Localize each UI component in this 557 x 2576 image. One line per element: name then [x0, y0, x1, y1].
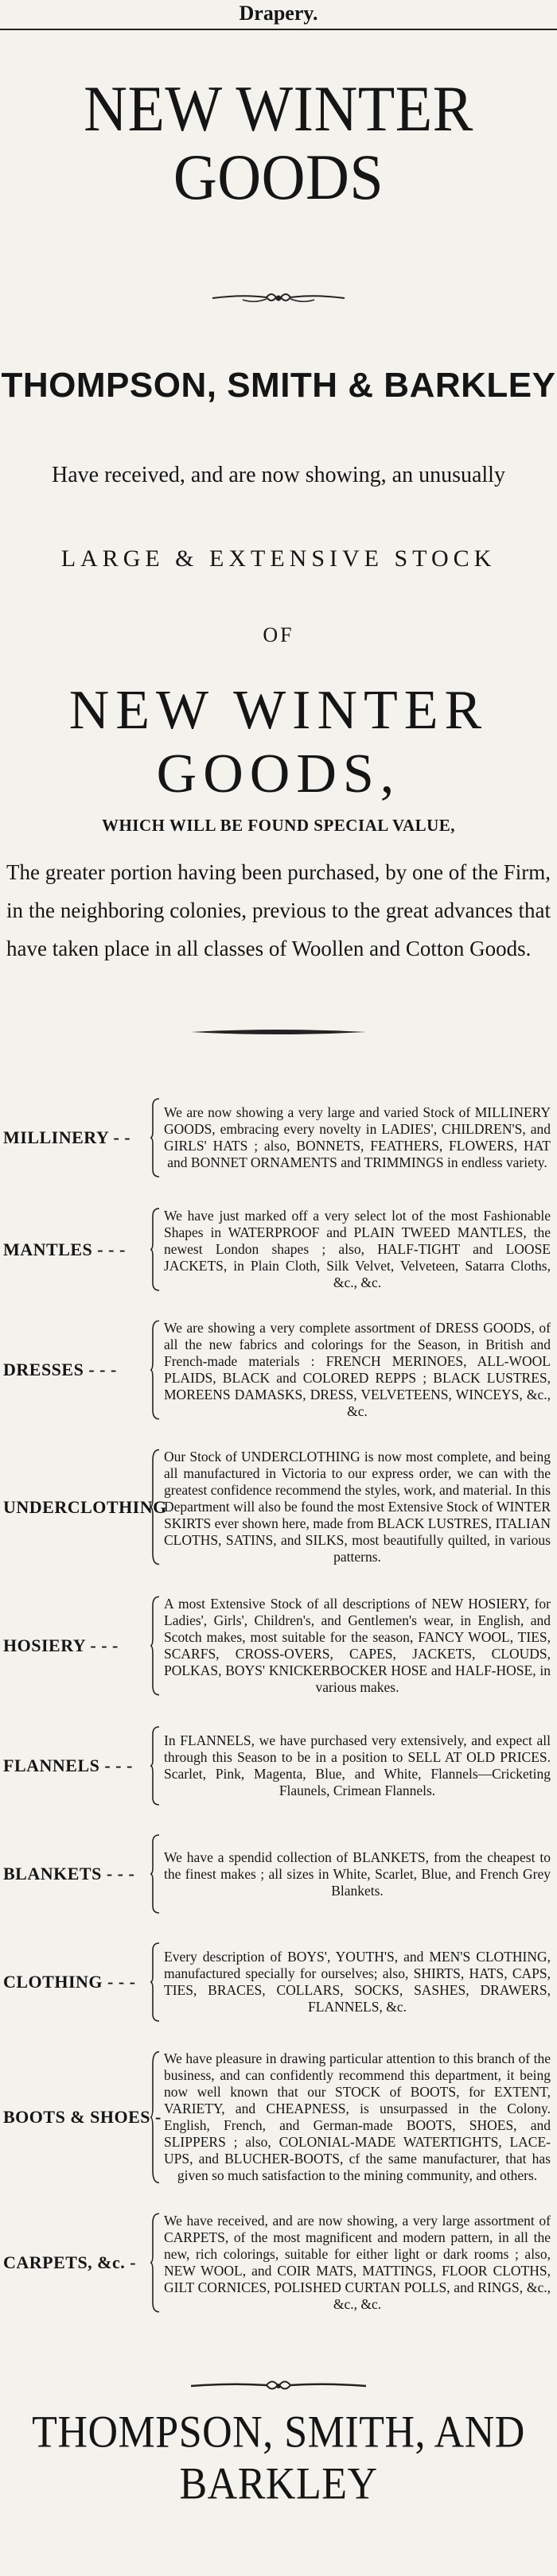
received-line: Have received, and are now showing, an unusually: [52, 463, 505, 487]
brace-icon: [150, 1942, 161, 2022]
department-label: DRESSES - - -: [3, 1360, 117, 1379]
department-item: [3, 2050, 551, 2184]
department-list: [0, 1098, 557, 2313]
department-item: [3, 1098, 551, 1177]
footer-ornament-icon: [191, 2376, 366, 2396]
department-label: MILLINERY - -: [3, 1127, 131, 1147]
department-description: We have a spendid collection of BLANKETS, from the cheapest to the finest makes ; all sizes in White, Scarlet, Blue, and French Grey Blankets.: [164, 1849, 551, 1899]
department-item: [3, 1320, 551, 1420]
brace-icon: [150, 1098, 161, 1177]
swell-rule: [0, 1026, 557, 1042]
department-item: [3, 1726, 551, 1806]
brace-icon: [150, 1449, 161, 1565]
ornament-icon: [211, 286, 346, 310]
brace-icon: [150, 1208, 161, 1291]
footer-ornament: [0, 2376, 557, 2400]
headline-secondary: NEW WINTER GOODS,: [68, 680, 489, 805]
department-label: MANTLES - - -: [3, 1239, 126, 1259]
department-label: FLANNELS - - -: [3, 1755, 133, 1775]
department-description: In FLANNELS, we have purchased very extensively, and expect all through this Season to be in a position to SELL AT OLD PRICES. Scarlet, Pink, Magenta, Blue, and White, Flannels—Cricketing Flaunels, Crimean Flannels.: [164, 1732, 551, 1798]
intro-paragraph: The greater portion having been purchased, by one of the Firm, in the neighboring colonies, previous to the great advances that have taken place in all classes of Woollen and Cotton Goods.: [6, 860, 551, 960]
department-item: [3, 1449, 551, 1565]
department-description: We are showing a very complete assortment of DRESS GOODS, of all the new fabrics and colorings for the Season, in British and French-made materials : FRENCH MERINOES, ALL-WOOL PLAIDS, BLACK and COLORED REPPS ; BLACK LUSTRES, MOREENS DAMASKS, DRESS, VELVETEENS, WINCEYS, &c., &c.: [164, 1320, 551, 1419]
department-item: [3, 2213, 551, 2313]
footer-firm-name: THOMPSON, SMITH, AND BARKLEY: [32, 2407, 525, 2509]
large-stock-line: LARGE & EXTENSIVE STOCK: [60, 545, 497, 572]
department-label: BOOTS & SHOES -: [3, 2107, 162, 2127]
section-label: Drapery.: [0, 0, 557, 30]
firm-name: THOMPSON, SMITH & BARKLEY: [1, 366, 556, 405]
department-item: [3, 1834, 551, 1914]
department-description: We have pleasure in drawing particular attention to this branch of the business, and can confidently recommend this department, it being now well known that our STOCK of BOOTS, for EXTENT, VARIETY, and CHEAPNESS, is unsurpassed in the Colony. English, French, and German-made BOOTS, SHOES, and SLIPPERS ; also, COLONIAL-MADE WATERTIGHTS, LACE-UPS, and BLUCHER-BOOTS, cf the same manufacturer, that has given so much satisfaction to the mining community, and others.: [164, 2050, 551, 2183]
brace-icon: [150, 2213, 161, 2313]
brace-icon: [150, 1320, 161, 1420]
department-item: [3, 1208, 551, 1291]
department-label: HOSIERY - - -: [3, 1635, 119, 1655]
department-label: UNDERCLOTHING: [3, 1496, 167, 1517]
department-description: Every description of BOYS', YOUTH'S, and MEN'S CLOTHING, manufactured specially for ourselves; also, SHIRTS, HATS, CAPS, TIES, BRACES, COLLARS, SOCKS, SASHES, DRAWERS, FLANNELS, &c.: [164, 1949, 551, 2015]
department-label: BLANKETS - - -: [3, 1864, 135, 1884]
department-description: We are now showing a very large and varied Stock of MILLINERY GOODS, embracing every novelty in LADIES', CHILDREN'S, and GIRLS' HATS ; also, BONNETS, FEATHERS, FLOWERS, HAT and BONNET ORNAMENTS and TRIMMINGS in endless variety.: [164, 1104, 551, 1170]
headline: NEW WINTER GOODS: [84, 72, 473, 214]
department-item: [3, 1942, 551, 2022]
department-item: [3, 1596, 551, 1696]
department-label: CARPETS, &c. -: [3, 2252, 137, 2272]
brace-icon: [150, 1726, 161, 1806]
brace-icon: [150, 1596, 161, 1696]
department-label: CLOTHING - - -: [3, 1972, 136, 1992]
department-description: We have just marked off a very select lot of the most Fashionable Shapes in WATERPROOF and PLAIN TWEED MANTLES, the newest London shapes ; also, HALF-TIGHT and LOOSE JACKETS, in Plain Cloth, Silk Velvet, Velveteen, Satarra Cloths, &c., &c.: [164, 1208, 551, 1290]
department-description: A most Extensive Stock of all descriptions of NEW HOSIERY, for Ladies', Girls', Children's, and Gentlemen's wear, in English, and Scotch makes, most suitable for the season, FANCY WOOL, TIES, SCARFS, CROSS-OVERS, CAPES, JACKETS, CLOUDS, POLKAS, BOYS' KNICKERBOCKER HOSE and HALF-HOSE, in various makes.: [164, 1596, 551, 1695]
swell-rule-icon: [191, 1027, 366, 1037]
department-description: Our Stock of UNDERCLOTHING is now most complete, and being all manufactured in Victoria to our express order, we can with the greatest confidence recommend the styles, work, and material. In this Department will also be found the most Extensive Stock of WINTER SKIRTS ever shown here, made from BLACK LUSTRES, ITALIAN CLOTHS, SATINS, and SILKS, most beautifully quilted, in various patterns.: [164, 1449, 551, 1565]
brace-icon: [150, 1834, 161, 1914]
brace-icon: [150, 2050, 161, 2184]
special-value-line: WHICH WILL BE FOUND SPECIAL VALUE,: [101, 816, 456, 835]
ornament-divider: [0, 286, 557, 318]
of-line: OF: [263, 623, 294, 646]
department-description: We have received, and are now showing, a very large assortment of CARPETS, of the most magnificent and modern pattern, in all the new, rich colorings, suitable for either light or dark rooms ; also, NEW WOOL, and COIR MATS, MATTINGS, FLOOR CLOTHS, GILT CORNICES, POLISHED CURTAN POLLS, and RINGS, &c., &c., &c.: [164, 2213, 551, 2312]
